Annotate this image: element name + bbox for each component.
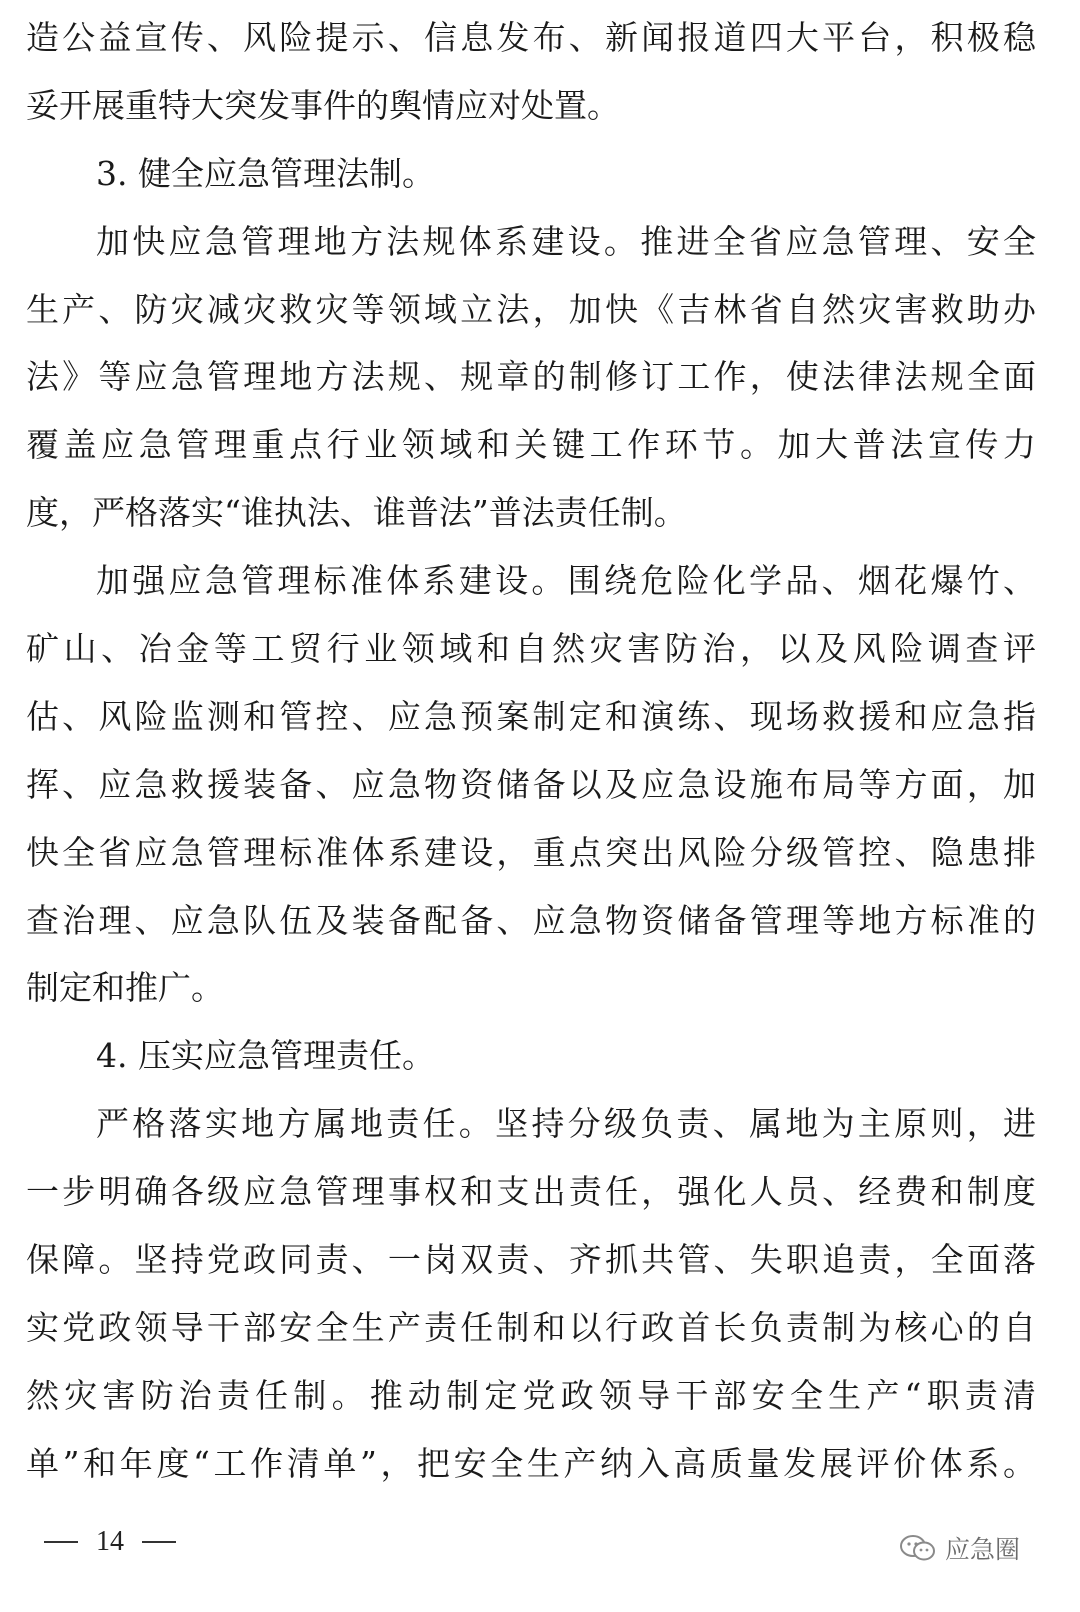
text-line: 然灾害防治责任制。推动制定党政领导干部安全生产“职责清 bbox=[26, 1375, 1036, 1415]
footer-dash-left bbox=[44, 1541, 78, 1543]
text-line: 快全省应急管理标准体系建设，重点突出风险分级管控、隐患排 bbox=[26, 832, 1036, 872]
document-body bbox=[26, 4, 1036, 1498]
text-line: 度，严格落实“谁执法、谁普法”普法责任制。 bbox=[26, 493, 687, 533]
footer-dash-right bbox=[142, 1541, 176, 1543]
page-number: 14 bbox=[96, 1526, 124, 1557]
text-line: 妥开展重特大突发事件的舆情应对处置。 bbox=[26, 85, 620, 125]
paragraph-first-line: 加快应急管理地方法规体系建设。推进全省应急管理、安全 bbox=[96, 221, 1036, 261]
source-watermark bbox=[899, 1530, 1020, 1566]
text-line: 实党政领导干部安全生产责任制和以行政首长负责制为核心的自 bbox=[26, 1307, 1036, 1347]
text-line: 保障。坚持党政同责、一岗双责、齐抓共管、失职追责，全面落 bbox=[26, 1240, 1036, 1280]
text-line: 挥、应急救援装备、应急物资储备以及应急设施布局等方面，加 bbox=[26, 764, 1036, 804]
text-line: 法》等应急管理地方法规、规章的制修订工作，使法律法规全面 bbox=[26, 357, 1036, 397]
text-line: 查治理、应急队伍及装备配备、应急物资储备管理等地方标准的 bbox=[26, 900, 1036, 940]
text-line: 单”和年度“工作清单”，把安全生产纳入高质量发展评价体系。 bbox=[26, 1443, 1036, 1483]
paragraph-first-line: 加强应急管理标准体系建设。围绕危险化学品、烟花爆竹、 bbox=[96, 561, 1036, 601]
page-footer bbox=[44, 1526, 176, 1558]
paragraph-first-line: 严格落实地方属地责任。坚持分级负责、属地为主原则，进 bbox=[96, 1104, 1036, 1144]
text-line: 制定和推广。 bbox=[26, 968, 224, 1008]
text-line: 生产、防灾减灾救灾等领域立法，加快《吉林省自然灾害救助办 bbox=[26, 289, 1036, 329]
watermark-text: 应急圈 bbox=[944, 1535, 1020, 1564]
text-line: 造公益宣传、风险提示、信息发布、新闻报道四大平台，积极稳 bbox=[26, 18, 1036, 57]
wechat-icon bbox=[899, 1534, 937, 1562]
section-heading: 4. 压实应急管理责任。 bbox=[96, 1036, 435, 1076]
text-line: 估、风险监测和管控、应急预案制定和演练、现场救援和应急指 bbox=[26, 696, 1036, 736]
text-line: 矿山、冶金等工贸行业领域和自然灾害防治，以及风险调查评 bbox=[26, 629, 1036, 669]
text-line: 一步明确各级应急管理事权和支出责任，强化人员、经费和制度 bbox=[26, 1172, 1036, 1212]
text-line: 覆盖应急管理重点行业领域和关键工作环节。加大普法宣传力 bbox=[26, 425, 1036, 465]
section-heading: 3. 健全应急管理法制。 bbox=[96, 153, 435, 193]
